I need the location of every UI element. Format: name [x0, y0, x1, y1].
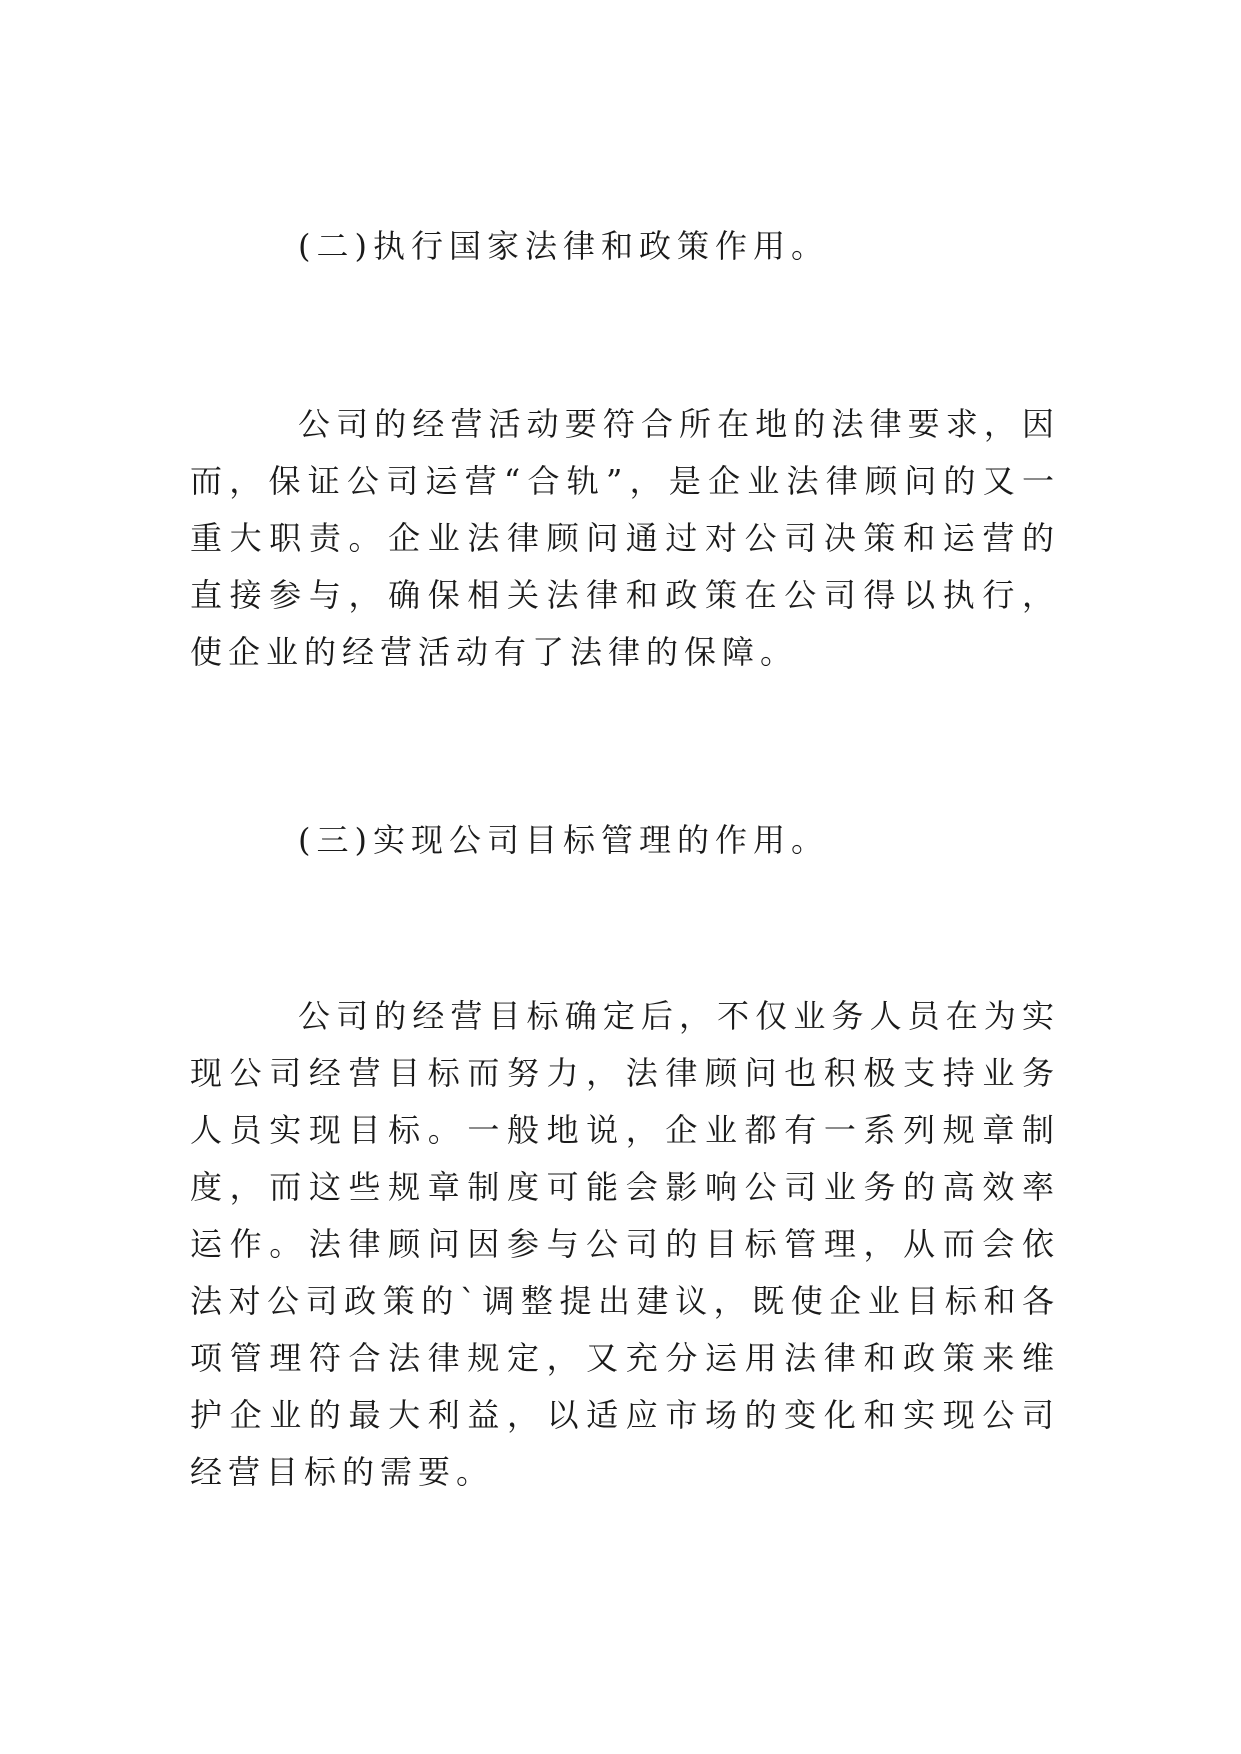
- section-heading-2: (二)执行国家法律和政策作用。: [298, 227, 829, 265]
- section-paragraph-2: 公司的经营活动要符合所在地的法律要求，因而，保证公司运营“合轨”，是企业法律顾问的又一重大职责。企业法律顾问通过对公司决策和运营的直接参与，确保相关法律和政策在公司得以执行，使企业的经营活动有了法律的保障。: [190, 405, 1060, 671]
- section-paragraph-3: 公司的经营目标确定后，不仅业务人员在为实现公司经营目标而努力，法律顾问也积极支持业务人员实现目标。一般地说，企业都有一系列规章制度，而这些规章制度可能会影响公司业务的高效率运作。法律顾问因参与公司的目标管理，从而会依法对公司政策的`调整提出建议，既使企业目标和各项管理符合法律规定，又充分运用法律和政策来维护企业的最大利益，以适应市场的变化和实现公司经营目标的需要。: [190, 997, 1060, 1491]
- section-heading-3: (三)实现公司目标管理的作用。: [298, 821, 829, 859]
